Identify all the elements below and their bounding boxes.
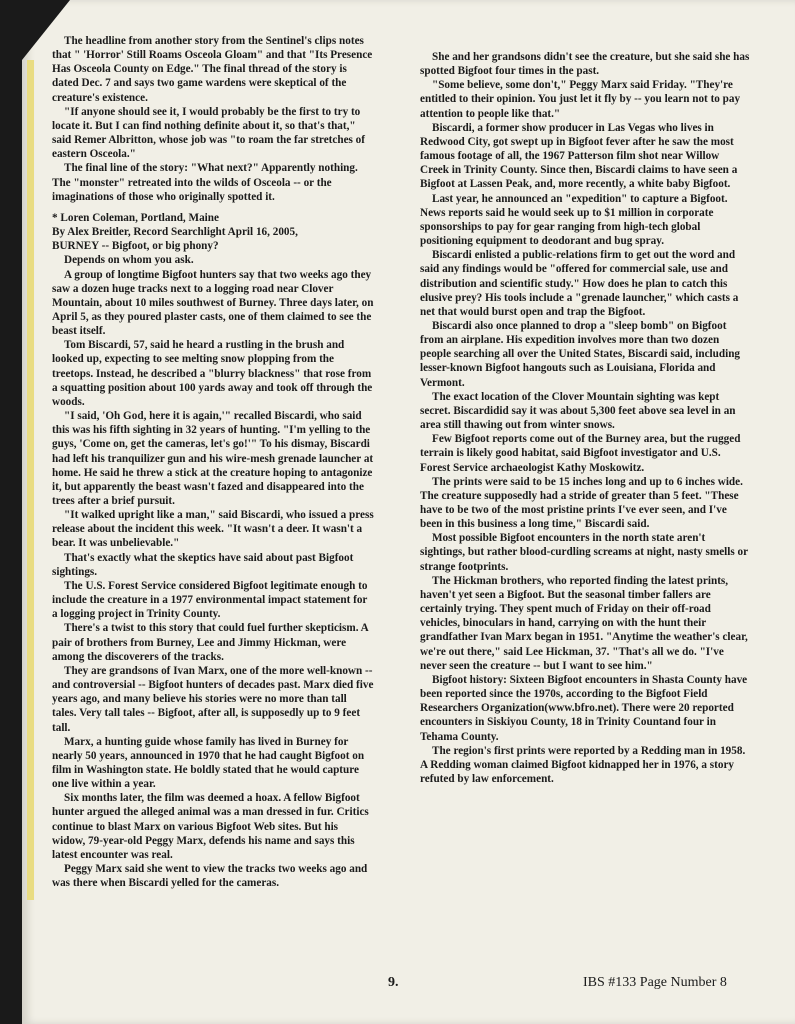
article-paragraph: A group of longtime Bigfoot hunters say that two weeks ago they saw a dozen huge tracks next to a logging road near Clover Mountain, about 10 miles southwest of Burney. Three days later, on April 5, as they poured plaster casts, one of them claimed to see the beast itself. <box>52 268 374 338</box>
article-paragraph: There's a twist to this story that could fuel further skepticism. A pair of brothers from Burney, Lee and Jimmy Hickman, were among the discoverers of the tracks. <box>52 622 369 663</box>
intro-paragraph: "If anyone should see it, I would probably be the first to try to locate it. But I can find nothing definite about it, so that's that," said Remer Albritton, whose job was "to roam the far stretches of eastern Osceola." <box>52 105 366 161</box>
article-paragraph: Depends on whom you ask. <box>64 254 194 267</box>
article-paragraph: "Some believe, some don't," Peggy Marx said Friday. "They're entitled to their opinion. You just let it fly by -- you learn not to pay attention to people like that." <box>420 79 741 120</box>
intro-paragraph: The final line of the story: "What next?" Apparently nothing. The "monster" retreated into the wilds of Osceola -- or the imaginations of those who originally spotted it. <box>52 162 358 203</box>
article-byline: By Alex Breitler, Record Searchlight April 16, 2005, <box>52 226 298 239</box>
article-dateline: BURNEY -- Bigfoot, or big phony? <box>52 240 219 253</box>
article-paragraph: "I said, 'Oh God, here it is again,'" recalled Biscardi, who said this was his fifth sighting in 32 years of hunting. "I'm yelling to the guys, 'Come on, get the cameras, let's go!'" To his dismay, Biscardi had left his tranquilizer gun and his wire-mesh grenade launcher at home. He said he threw a stick at the creature hoping to antagonize it, but apparently the beast wasn't fazed and disappeared into the trees after a brief pursuit. <box>52 410 374 507</box>
article-paragraph: The region's first prints were reported by a Redding man in 1958. A Redding woman claimed Bigfoot kidnapped her in 1976, a story refuted by law enforcement. <box>420 744 746 785</box>
article-paragraph: Six months later, the film was deemed a hoax. A fellow Bigfoot hunter argued the alleged animal was a man dressed in fur. Critics continue to blast Marx on various Bigfoot Web sites. But his widow, 79-year-old Peggy Marx, defends his name and says this latest encounter was real. <box>52 792 369 861</box>
article-paragraph: Last year, he announced an "expedition" to capture a Bigfoot. News reports said he would seek up to $1 million in corporate sponsorships to pay for gear ranging from high-tech global positioning equipment to deodorant and bug spray. <box>420 192 728 248</box>
binding-strip <box>27 60 34 900</box>
article-paragraph: Biscardi enlisted a public-relations firm to get out the word and said any findings would be "offered for commercial sale, use and distribution and scientific study." How does he plan to catch this elusive prey? His tools include a "grenade launcher," which casts a net that would burst open and trap the Bigfoot. <box>420 249 739 318</box>
left-column <box>52 34 374 890</box>
page-number: 9. <box>388 975 399 990</box>
article-paragraph: Biscardi, a former show producer in Las Vegas who lives in Redwood City, got swept up in Bigfoot fever after he saw the most famous footage of all, the 1967 Patterson film shot near Willow Creek in Trinity County. Since then, Biscardi claims to have seen a Bigfoot at Lassen Peak, and, more recently, a white baby Bigfoot. <box>420 121 738 191</box>
article-paragraph: The prints were said to be 15 inches long and up to 6 inches wide. The creature supposedly had a stride of greater than 5 feet. "These have to be two of the most pristine prints I've ever seen, and I've been in this business a long time," Biscardi said. <box>420 475 743 531</box>
article-paragraph: "It walked upright like a man," said Biscardi, who issued a press release about the incident this week. "It wasn't a deer. It wasn't a bear. It was unbelievable." <box>52 509 374 550</box>
article-paragraph: That's exactly what the skeptics have said about past Bigfoot sightings. <box>52 551 354 578</box>
article-paragraph: She and her grandsons didn't see the creature, but she said she has spotted Bigfoot four times in the past. <box>420 51 750 78</box>
issue-label: IBS #133 Page Number 8 <box>583 975 727 990</box>
article-paragraph: Few Bigfoot reports come out of the Burney area, but the rugged terrain is likely good habitat, said Bigfoot investigator and U.S. Forest Service archaeologist Kathy Moskowitz. <box>420 433 741 474</box>
article-paragraph: The U.S. Forest Service considered Bigfoot legitimate enough to include the creature in a 1977 environmental impact statement for a logging project in Trinity County. <box>52 579 368 621</box>
article-paragraph: Peggy Marx said she went to view the tracks two weeks ago and was there when Biscardi yelled for the cameras. <box>52 863 368 890</box>
article-paragraph: Most possible Bigfoot encounters in the north state aren't sightings, but rather blood-curdling screams at night, nasty smells or strange footprints. <box>420 532 748 573</box>
article-paragraph: The Hickman brothers, who reported finding the latest prints, haven't yet seen a Bigfoot. But the seasonal timber fallers are certainly trying. They spent much of Friday on their off-road vehicles, binoculars in hand, carrying on with the hunt their grandfather Ivan Marx began in 1951. "Anytime the weather's clear, we're out there," said Lee Hickman, 37. "That's all we do. "I've never seen the creature -- but I want to see him." <box>420 574 748 672</box>
article-paragraph: Biscardi also once planned to drop a "sleep bomb" on Bigfoot from an airplane. His expedition involves more than two dozen people searching all over the United States, Biscardi said, including lesser-known Bigfoot hangouts such as Louisiana, Florida and Vermont. <box>420 319 741 389</box>
right-column <box>420 50 750 786</box>
contributor-credit: * Loren Coleman, Portland, Maine <box>52 211 219 224</box>
article-paragraph: They are grandsons of Ivan Marx, one of the more well-known -- and controversial -- Bigfoot hunters of decades past. Marx died five years ago, and many believe his stories were no more than tall tales. Very tall tales -- Bigfoot, after all, is supposedly up to 9 feet tall. <box>52 664 374 734</box>
article-paragraph: Tom Biscardi, 57, said he heard a rustling in the brush and looked up, expecting to see melting snow plopping from the treetops. Instead, he described a "blurry blackness" that rose from a squatting position about 100 yards away and took off through the woods. <box>52 339 373 408</box>
article-paragraph: Bigfoot history: Sixteen Bigfoot encounters in Shasta County have been reported since the 1970s, according to the Bigfoot Field Researchers Organization(www.bfro.net). There were 20 reported encounters in Siskiyou County, 18 in Trinity Countand four in Tehama County. <box>420 673 748 743</box>
intro-paragraph: The headline from another story from the Sentinel's clips notes that " 'Horror' Still Roams Osceola Gloam" and that "Its Presence Has Osceola County on Edge." The final thread of the story is dated Dec. 7 and says two game wardens were skeptical of the creature's existence. <box>52 35 373 104</box>
article-paragraph: Marx, a hunting guide whose family has lived in Burney for nearly 50 years, announced in 1970 that he had caught Bigfoot on film in Washington state. He boldly stated that he would capture one live within a year. <box>52 735 365 791</box>
article-paragraph: The exact location of the Clover Mountain sighting was kept secret. Biscardidid say it was about 5,300 feet above sea level in an area still thawing out from winter snows. <box>420 390 736 432</box>
